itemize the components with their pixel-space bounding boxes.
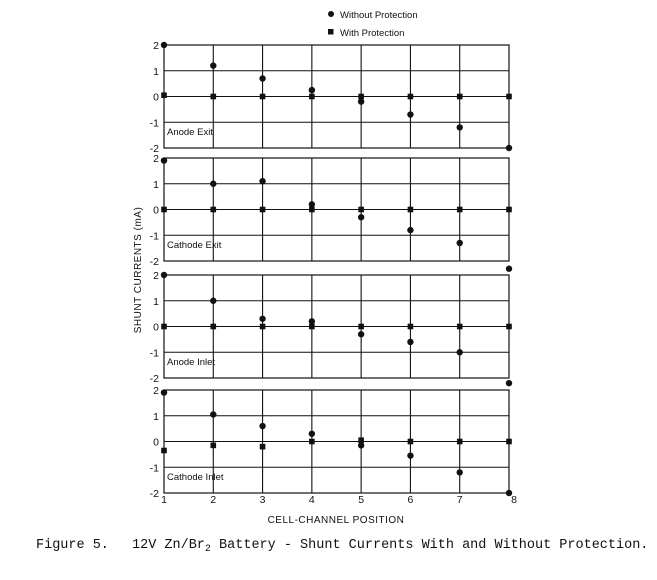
point-without-protection [407,339,413,345]
point-without-protection [358,331,364,337]
point-with-protection [457,439,463,445]
y-axis-label: SHUNT CURRENTS (mA) [133,206,144,334]
x-tick-label: 8 [511,494,517,506]
panel-anode-inlet [150,270,513,386]
y-tick-label: -2 [149,488,159,500]
point-without-protection [210,62,216,68]
point-without-protection [161,42,167,48]
y-tick-label: -2 [149,373,159,385]
point-without-protection [358,214,364,220]
y-tick-label: 0 [153,436,159,449]
y-tick-label: 2 [153,270,159,282]
y-tick-label: -1 [149,117,159,130]
point-without-protection [457,349,463,355]
point-with-protection [408,207,414,213]
point-without-protection [161,157,167,163]
point-without-protection [457,124,463,130]
y-tick-label: 1 [153,178,159,191]
legend-label: With Protection [340,28,405,39]
y-tick-label: -2 [149,143,159,155]
point-without-protection [210,298,216,304]
panel-label: Cathode Exit [167,240,222,251]
point-with-protection [309,439,315,445]
y-tick-label: -1 [149,230,159,243]
x-axis [161,494,517,506]
point-with-protection [408,324,414,330]
panel-label: Anode Inlet [167,357,216,368]
legend-marker-circle [328,11,334,17]
y-tick-label: 1 [153,65,159,78]
point-without-protection [358,442,364,448]
point-with-protection [309,94,315,100]
y-tick-label: 2 [153,40,159,52]
point-with-protection [408,439,414,445]
point-without-protection [506,145,512,151]
point-without-protection [210,181,216,187]
chart-panels [150,40,513,500]
point-without-protection [210,411,216,417]
point-without-protection [407,111,413,117]
point-with-protection [210,94,216,100]
point-without-protection [309,87,315,93]
x-tick-label: 5 [358,494,365,506]
panel-cathode-exit [150,153,513,272]
point-with-protection [506,324,512,330]
point-without-protection [259,178,265,184]
point-without-protection [506,266,512,272]
point-without-protection [309,318,315,324]
point-with-protection [210,324,216,330]
y-tick-label: 0 [153,321,159,334]
caption-text [132,538,652,558]
point-without-protection [407,227,413,233]
caption-text-after: Battery - Shunt Currents With and Without Protection. [210,538,649,553]
point-with-protection [309,207,315,213]
panel-cathode-inlet [150,385,513,500]
point-with-protection [210,443,216,449]
y-tick-label: 0 [153,204,159,217]
x-tick-label: 1 [161,494,167,506]
point-without-protection [407,452,413,458]
panel-label: Cathode Inlet [167,472,224,483]
point-with-protection [161,207,167,213]
point-with-protection [506,439,512,445]
point-with-protection [161,92,167,98]
x-tick-label: 6 [407,494,414,506]
y-tick-label: 2 [153,385,159,397]
point-with-protection [506,94,512,100]
point-with-protection [457,207,463,213]
y-tick-label: -1 [149,347,159,360]
x-tick-label: 4 [308,494,315,506]
panel-label: Anode Exit [167,127,213,138]
point-with-protection [358,324,364,330]
point-without-protection [259,316,265,322]
caption-label: Figure 5. [36,538,109,553]
x-tick-label: 7 [456,494,463,506]
caption-text-before: 12V Zn/Br [132,538,205,553]
point-without-protection [506,380,512,386]
point-with-protection [260,444,266,450]
y-tick-label: -1 [149,462,159,475]
point-with-protection [506,207,512,213]
legend [328,10,418,39]
point-with-protection [260,324,266,330]
point-with-protection [210,207,216,213]
y-tick-label: -2 [149,256,159,268]
y-tick-label: 2 [153,153,159,165]
point-without-protection [259,75,265,81]
point-with-protection [457,324,463,330]
point-without-protection [161,389,167,395]
panel-anode-exit [150,40,513,155]
point-without-protection [259,423,265,429]
point-without-protection [457,469,463,475]
x-tick-label: 3 [259,494,266,506]
y-tick-label: 1 [153,410,159,423]
point-with-protection [260,207,266,213]
x-tick-label: 2 [210,494,217,506]
point-with-protection [161,324,167,330]
point-without-protection [161,272,167,278]
point-with-protection [161,448,167,454]
y-tick-label: 0 [153,91,159,104]
caption-subscript: 2 [204,544,211,555]
x-axis-label: CELL-CHANNEL POSITION [267,515,405,526]
point-with-protection [358,437,364,443]
legend-marker-square [328,29,334,35]
point-without-protection [457,240,463,246]
point-without-protection [358,98,364,104]
legend-label: Without Protection [340,10,418,21]
point-with-protection [260,94,266,100]
point-with-protection [457,94,463,100]
point-with-protection [408,94,414,100]
y-tick-label: 1 [153,295,159,308]
point-with-protection [358,207,364,213]
point-with-protection [358,94,364,100]
point-with-protection [309,324,315,330]
point-without-protection [309,201,315,207]
point-without-protection [309,431,315,437]
